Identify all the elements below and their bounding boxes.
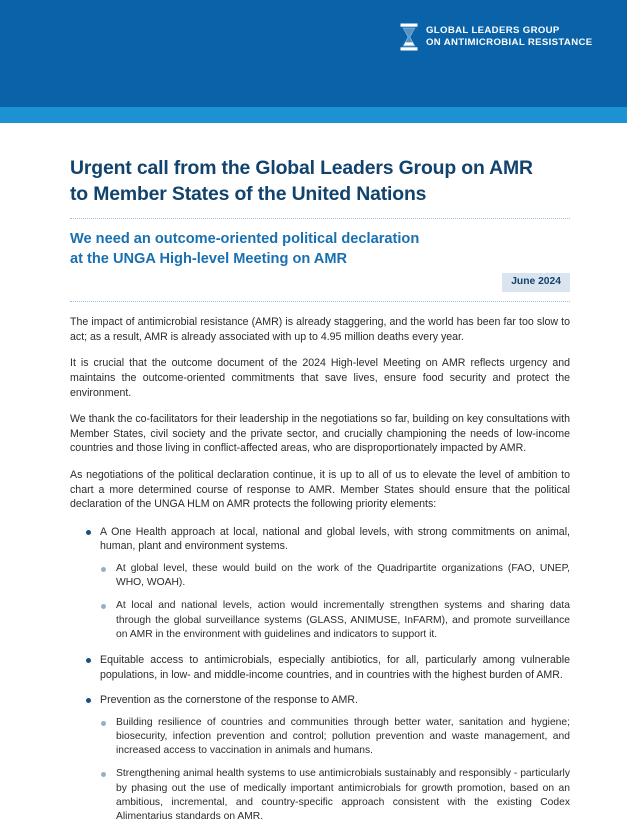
date-badge: June 2024 bbox=[502, 273, 570, 292]
sub-list bbox=[100, 562, 570, 642]
paragraph-1: The impact of antimicrobial resistance (AMR) is already staggering, and the world has been far too slow to act; as a result, AMR is already associated with up to 4.95 million deaths every year. bbox=[70, 316, 570, 343]
sub-list bbox=[100, 716, 570, 824]
organization-name-line2: ON ANTIMICROBIAL RESISTANCE bbox=[426, 37, 593, 48]
paragraph-4: As negotiations of the political declaration continue, it is up to all of us to elevate the level of ambition to chart a more determined course of response to AMR. Member States should ensure that the political declaration of the UNGA HLM on AMR protects the following priority elements: bbox=[70, 469, 570, 511]
list-item bbox=[70, 693, 570, 824]
page-title-line1: Urgent call from the Global Leaders Group on AMR bbox=[70, 157, 533, 179]
page-subtitle-line2: at the UNGA High-level Meeting on AMR bbox=[70, 250, 348, 267]
document-content bbox=[0, 123, 627, 824]
bullet-icon bbox=[86, 698, 91, 703]
bullet-icon bbox=[86, 658, 91, 663]
list-item bbox=[100, 562, 570, 590]
page-title-line2: to Member States of the United Nations bbox=[70, 182, 427, 205]
list-item bbox=[70, 525, 570, 642]
sub-list-item-text: At global level, these would build on the work of the Quadripartite organizations (FAO, UNEP, WHO, WOAH). bbox=[116, 563, 570, 589]
hourglass-icon bbox=[399, 23, 419, 51]
header-band bbox=[0, 0, 627, 107]
date-badge-row bbox=[70, 273, 570, 292]
page-title bbox=[70, 156, 570, 207]
list-item bbox=[100, 599, 570, 642]
organization-name bbox=[426, 25, 593, 49]
divider-top bbox=[70, 218, 570, 219]
sub-list-item-text: At local and national levels, action would incrementally strengthen systems and sharing data through the global surveillance systems (GLASS, ANIMUSE, InFARM), and promote surveillance on AMR in the environment with guidelines and indicators to support it. bbox=[116, 600, 570, 640]
organization-logo bbox=[399, 23, 593, 51]
sub-bullet-icon bbox=[101, 772, 106, 777]
sub-bullet-icon bbox=[101, 604, 106, 609]
paragraph-3: We thank the co-facilitators for their leadership in the negotiations so far, building on key consultations with Member States, civil society and the private sector, and crucially championing the needs of low-income countries and those living in conflict-affected areas, who are disproportionately impacted by AMR. bbox=[70, 413, 570, 455]
organization-name-line1: GLOBAL LEADERS GROUP bbox=[426, 24, 560, 36]
list-item bbox=[70, 653, 570, 682]
bullet-icon bbox=[86, 530, 91, 535]
sub-bullet-icon bbox=[101, 567, 106, 572]
header-accent-stripe bbox=[0, 107, 627, 123]
list-item-text: Equitable access to antimicrobials, especially antibiotics, for all, particularly among vulnerable populations, in low- and middle-income countries, and in countries with the highest burden of AMR. bbox=[100, 654, 570, 681]
list-item bbox=[100, 716, 570, 759]
list-item bbox=[100, 767, 570, 824]
divider-bottom bbox=[70, 301, 570, 302]
list-item-text: A One Health approach at local, national and global levels, with strong commitments on animal, human, plant and environment systems. bbox=[100, 525, 570, 553]
sub-list-item-text: Building resilience of countries and communities through better water, sanitation and hygiene; biosecurity, infection prevention and control; pollution prevention and waste management, and increased access to vaccination in animals and humans. bbox=[116, 716, 570, 757]
paragraph-2: It is crucial that the outcome document of the 2024 High-level Meeting on AMR reflects urgency and maintains the outcome-oriented commitments that save lives, ensure food security and protect the environment. bbox=[70, 357, 570, 399]
priority-elements-list bbox=[70, 525, 570, 824]
sub-bullet-icon bbox=[101, 721, 106, 726]
sub-list-item-text: Strengthening animal health systems to use antimicrobials sustainably and responsibly - particularly by phasing out the use of medically important antimicrobials for growth promotion, based on an ambitious, incremental, and country-specific approach consistent with the existing Codex Alimentarius standards on AMR. bbox=[116, 768, 570, 823]
page-subtitle-line1: We need an outcome-oriented political declaration bbox=[70, 231, 420, 247]
page-subtitle bbox=[70, 230, 570, 269]
list-item-text: Prevention as the cornerstone of the response to AMR. bbox=[100, 694, 358, 707]
